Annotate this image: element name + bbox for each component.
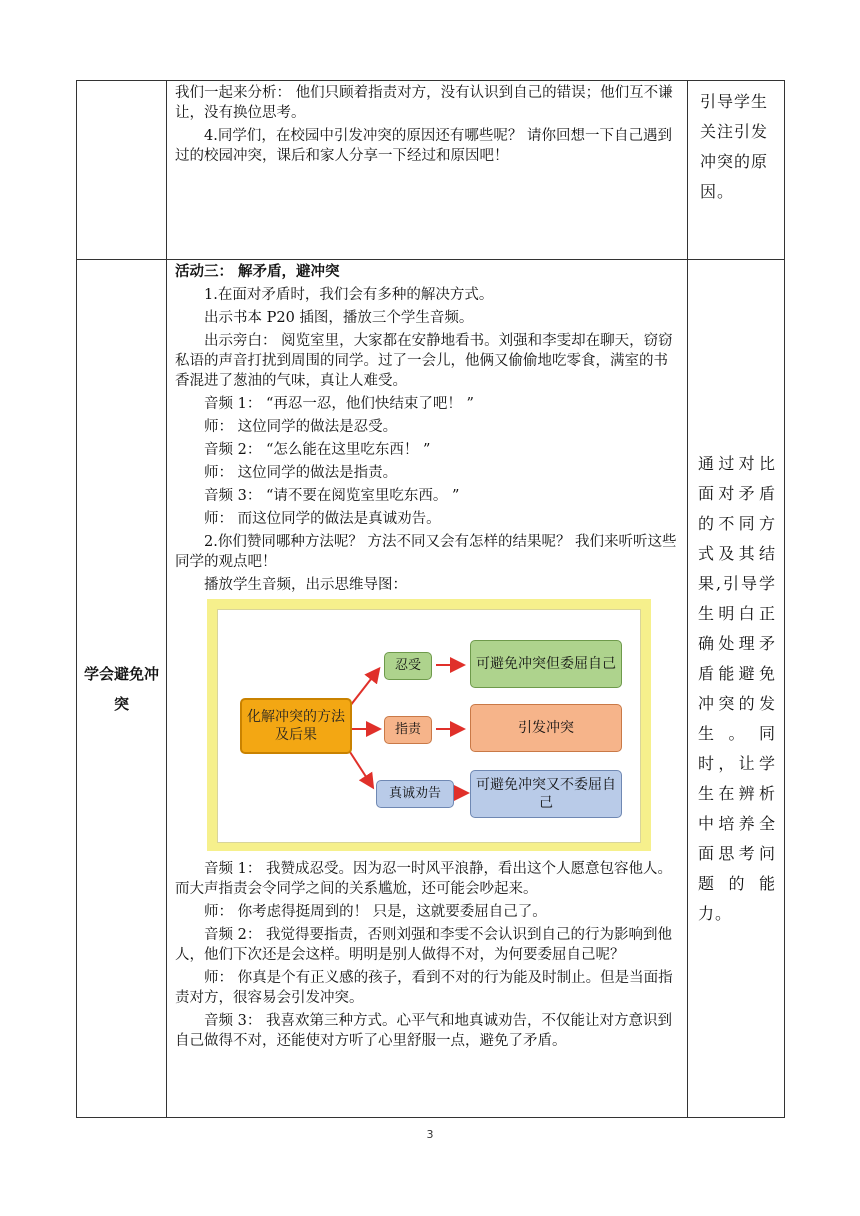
text-line: 出示旁白： 阅览室里，大家都在安静地看书。刘强和李雯却在聊天，窃窃私语的声音打扰到周围的同学。过了一会儿，他俩又偷偷地吃零食，满室的书香混进了葱油的气味，真让人难受。 xyxy=(175,333,673,389)
lesson-plan-table xyxy=(76,80,785,1118)
content-cell xyxy=(167,81,688,260)
method-advise: 真诚劝告 xyxy=(376,780,454,808)
method-blame: 指责 xyxy=(384,716,432,744)
text-line: 音频 3： “请不要在阅览室里吃东西。 ” xyxy=(204,488,460,504)
method-endure: 忍受 xyxy=(384,652,432,680)
design-note: 通过对比面对矛盾的不同方式及其结果,引导学生明白正确处理矛盾能避免冲突的发生。同时，让学生在辨析中培养全面思考问题的能力。 xyxy=(688,260,785,1118)
result-advise: 可避免冲突又不委屈自己 xyxy=(470,770,622,818)
text-line: 音频 3： 我喜欢第三种方式。心平气和地真诚劝告，不仅能让对方意识到自己做得不对，还能使对方听了心里舒服一点，避免了矛盾。 xyxy=(175,1013,672,1049)
design-note: 引导学生关注引发冲突的原因。 xyxy=(688,81,785,260)
text-line: 师： 而这位同学的做法是真诚劝告。 xyxy=(204,511,441,527)
text-line: 音频 1： “再忍一忍，他们快结束了吧！ ” xyxy=(204,396,474,412)
text-line: 师： 你考虑得挺周到的！ 只是，这就要委屈自己了。 xyxy=(204,904,547,920)
result-endure: 可避免冲突但委屈自己 xyxy=(470,640,622,688)
arrow-root-to-m3 xyxy=(350,752,372,786)
text-line: 音频 2： 我觉得要指责，否则刘强和李雯不会认识到自己的行为影响到他人，他们下次还是会这样。明明是别人做得不对，为何要委屈自己呢？ xyxy=(175,927,672,963)
page-number: 3 xyxy=(426,1128,434,1141)
table-row xyxy=(77,81,785,260)
mind-map-canvas xyxy=(217,609,641,843)
result-blame: 引发冲突 xyxy=(470,704,622,752)
arrow-root-to-m1 xyxy=(350,670,378,706)
table-row xyxy=(77,260,785,1118)
mind-map-root: 化解冲突的方法及后果 xyxy=(240,698,352,754)
question-paragraph: 4.同学们，在校园中引发冲突的原因还有哪些呢？ 请你回想一下自己遇到过的校园冲突，课后和家人分享一下经过和原因吧！ xyxy=(175,128,672,164)
text-line: 音频 1： 我赞成忍受。因为忍一时风平浪静，看出这个人愿意包容他人。而大声指责会令同学之间的关系尴尬，还可能会吵起来。 xyxy=(175,861,672,897)
section-cell-empty xyxy=(77,81,167,260)
content-cell xyxy=(167,260,688,1118)
text-line: 师： 你真是个有正义感的孩子，看到不对的行为能及时制止。但是当面指责对方，很容易会引发冲突。 xyxy=(175,970,673,1006)
section-title: 学会避免冲突 xyxy=(77,260,167,1118)
text-line: 播放学生音频，出示思维导图： xyxy=(204,577,407,593)
mind-map xyxy=(207,599,651,851)
text-line: 师： 这位同学的做法是指责。 xyxy=(204,465,398,481)
analysis-paragraph: 我们一起来分析： 他们只顾着指责对方，没有认识到自己的错误；他们互不谦让，没有换位思考。 xyxy=(175,85,673,121)
text-line: 出示书本 P20 插图，播放三个学生音频。 xyxy=(204,310,474,326)
text-line: 音频 2： “怎么能在这里吃东西！ ” xyxy=(204,442,431,458)
text-line: 2.你们赞同哪种方法呢？ 方法不同又会有怎样的结果呢？ 我们来听听这些同学的观点吧！ xyxy=(175,534,677,570)
activity-title: 活动三： 解矛盾，避冲突 xyxy=(175,264,340,280)
text-line: 师： 这位同学的做法是忍受。 xyxy=(204,419,398,435)
text-line: 1.在面对矛盾时，我们会有多种的解决方式。 xyxy=(204,287,494,303)
